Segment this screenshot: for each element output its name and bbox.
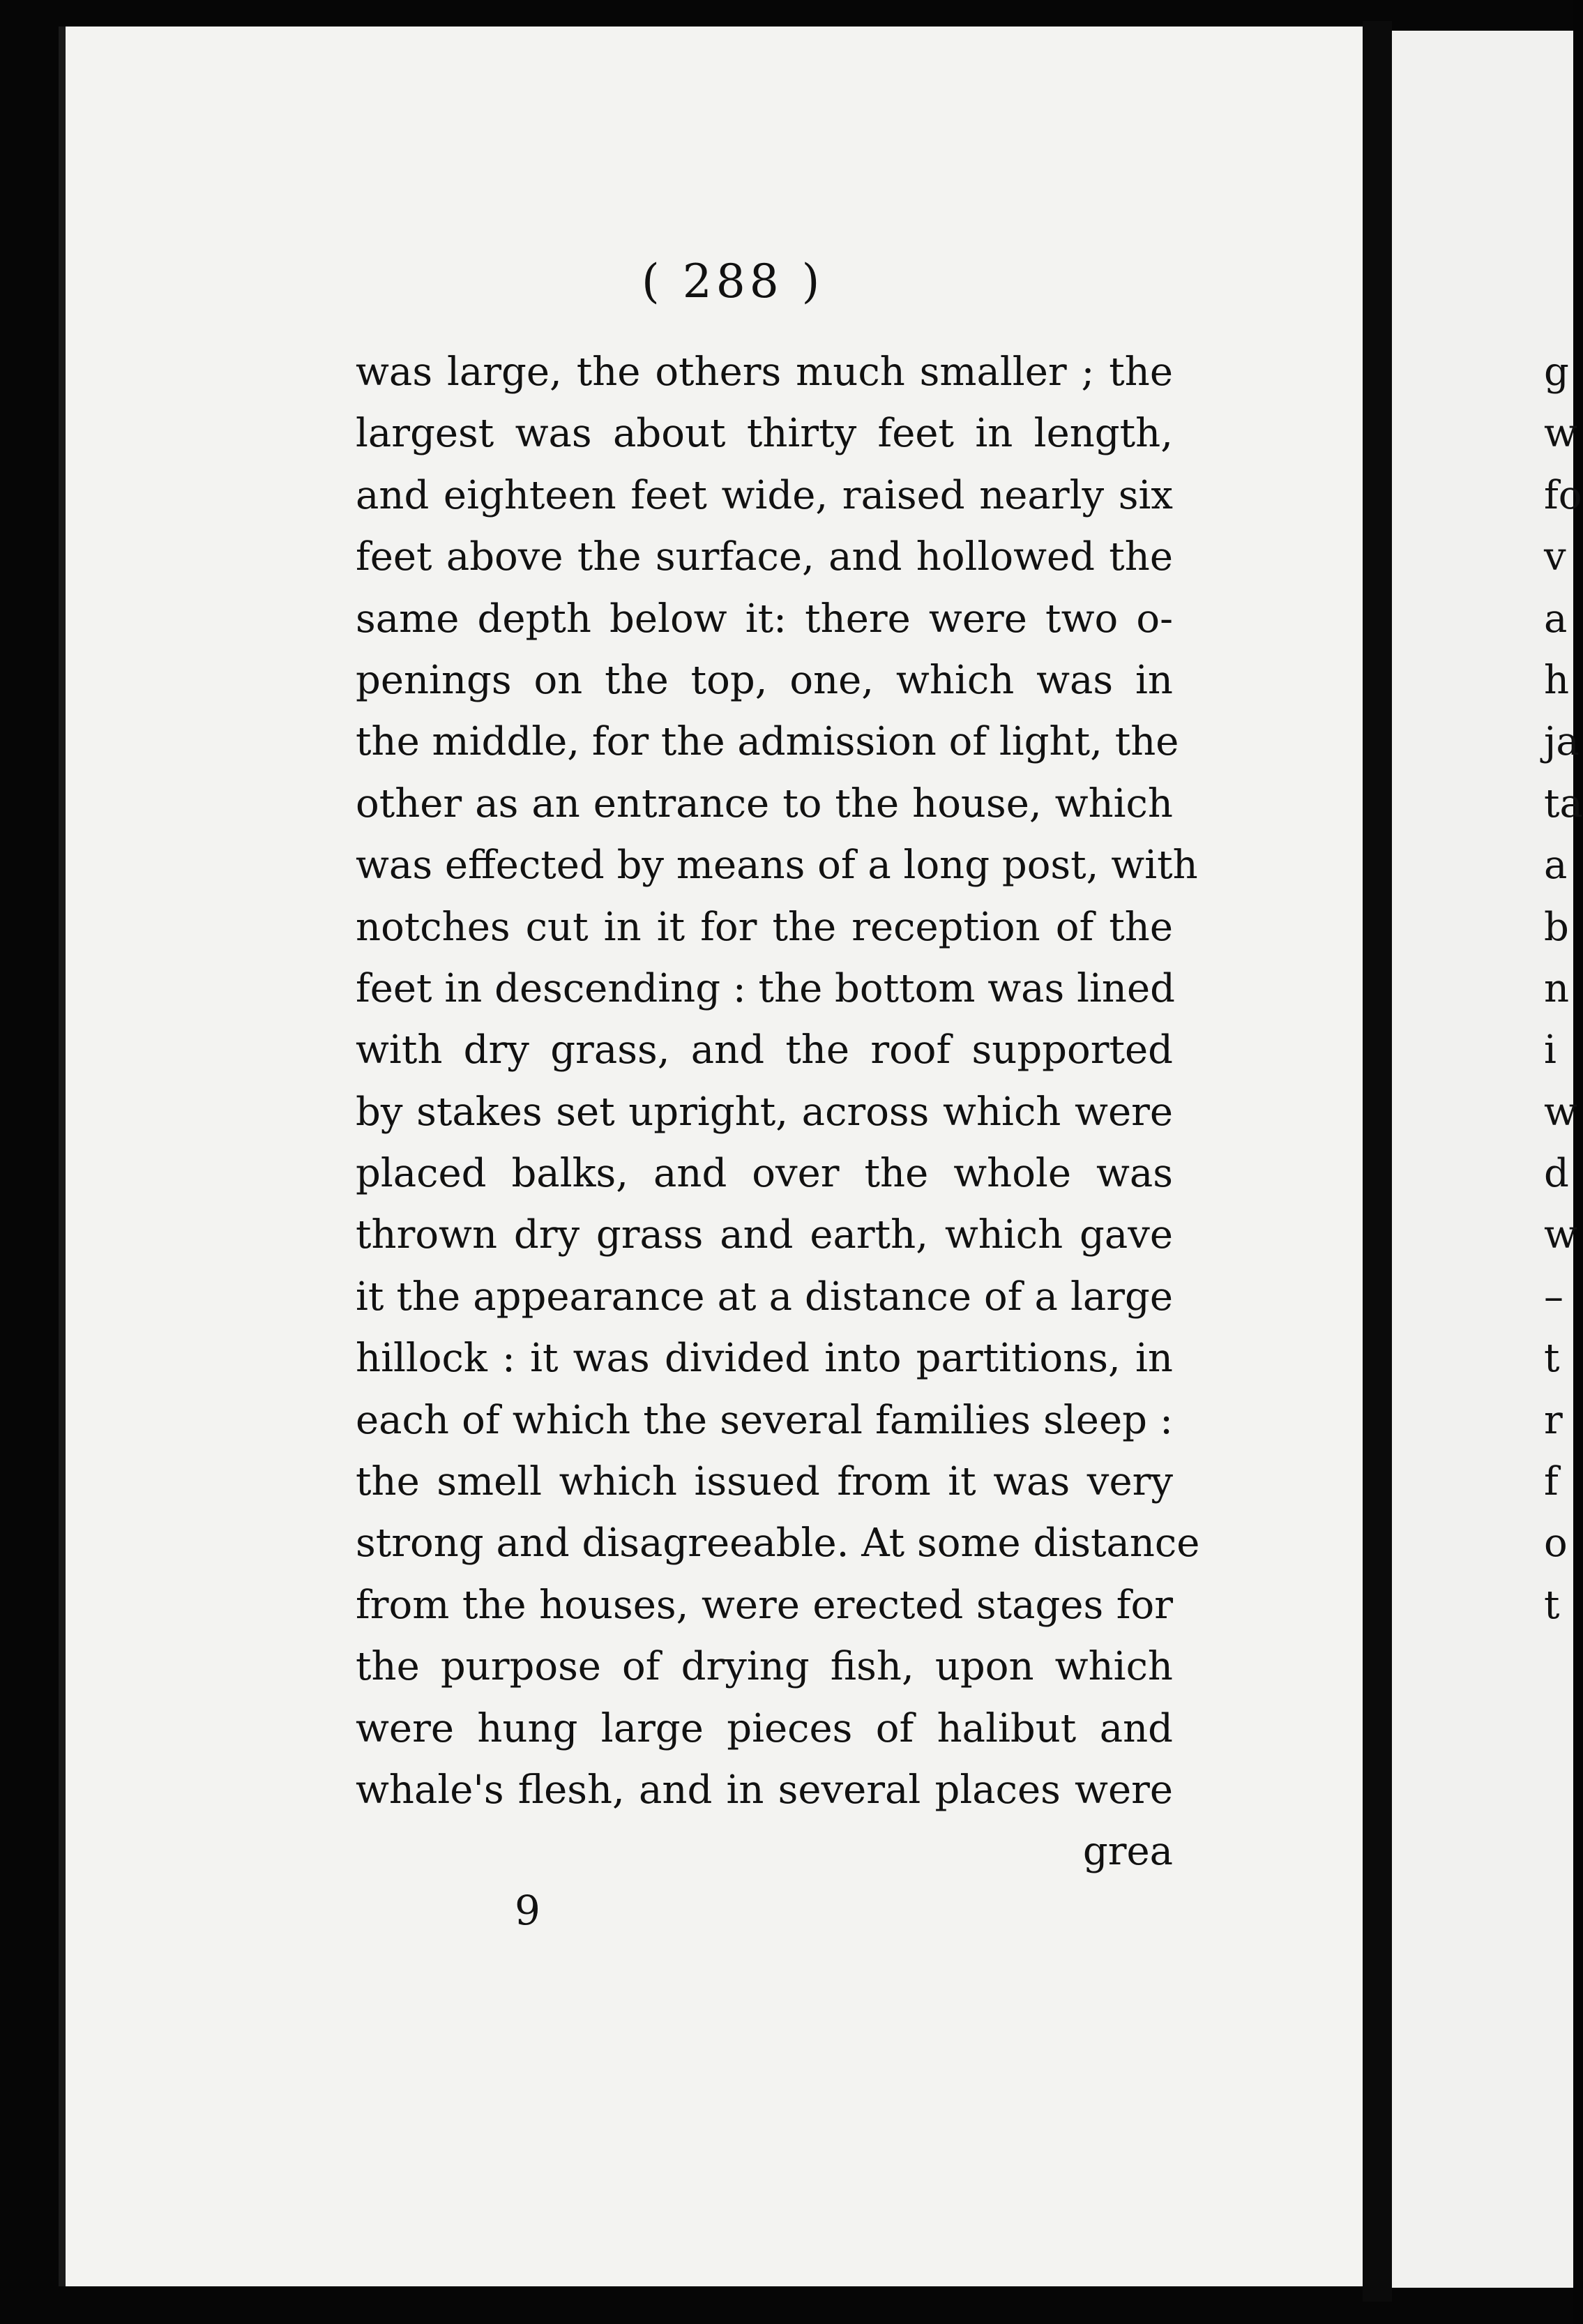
facing-page-fragment: o: [1544, 1521, 1568, 1567]
facing-page-fragment: ta: [1544, 780, 1583, 827]
facing-page-fragment: d: [1544, 1151, 1569, 1197]
text-line: were hung large pieces of halibut and: [356, 1705, 1173, 1751]
text-line: hillock : it was divided into partitions, in: [356, 1336, 1173, 1382]
facing-page-fragment: v: [1544, 534, 1566, 580]
facing-page-fragment: w: [1544, 411, 1577, 457]
page-number-header: ( 288 ): [642, 255, 824, 308]
facing-page-fragment: t: [1544, 1336, 1560, 1382]
text-line: and eighteen feet wide, raised nearly six: [356, 472, 1173, 518]
text-line: was effected by means of a long post, with: [356, 843, 1198, 889]
text-line: was large, the others much smaller ; the: [356, 349, 1173, 395]
facing-page-fragment: a: [1544, 596, 1568, 642]
facing-page-fragment: b: [1544, 904, 1569, 950]
facing-page-fragment: a: [1544, 843, 1568, 889]
text-line: placed balks, and over the whole was: [356, 1151, 1173, 1197]
text-line: thrown dry grass and earth, which gave: [356, 1212, 1173, 1258]
facing-page-fragment: w: [1544, 1089, 1577, 1135]
text-line: strong and disagreeable. At some distance: [356, 1521, 1200, 1567]
facing-page-text: [1544, 342, 1583, 1636]
text-line: penings on the top, one, which was in: [356, 657, 1173, 703]
text-line: the smell which issued from it was very: [356, 1459, 1173, 1505]
text-line: other as an entrance to the house, which: [356, 780, 1173, 827]
facing-page-fragment: –: [1544, 1274, 1563, 1320]
text-line: notches cut in it for the reception of the: [356, 904, 1173, 950]
text-line: largest was about thirty feet in length,: [356, 411, 1173, 457]
facing-page-fragment: ja: [1544, 719, 1580, 765]
facing-page-fragment: g: [1544, 349, 1569, 395]
text-line: the middle, for the admission of light, the: [356, 719, 1179, 765]
facing-page-fragment: i: [1544, 1027, 1557, 1073]
text-line: from the houses, were erected stages for: [356, 1582, 1173, 1628]
book-gutter: [1363, 21, 1392, 2302]
text-line: feet in descending : the bottom was lined: [356, 965, 1175, 1011]
text-line: whale's flesh, and in several places were: [356, 1767, 1173, 1813]
facing-page-fragment: w: [1544, 1212, 1577, 1258]
text-line: each of which the several families sleep :: [356, 1397, 1173, 1443]
text-line: by stakes set upright, across which were: [356, 1089, 1173, 1135]
facing-page-fragment: t: [1544, 1582, 1560, 1628]
text-line: with dry grass, and the roof supported: [356, 1027, 1173, 1073]
facing-page-fragment: h: [1544, 657, 1570, 703]
facing-page-fragment: f: [1544, 1459, 1559, 1505]
signature-mark: 9: [515, 1887, 540, 1934]
catchword: grea: [1082, 1829, 1173, 1875]
text-line: feet above the surface, and hollowed the: [356, 534, 1173, 580]
text-line: it the appearance at a distance of a large: [356, 1274, 1173, 1320]
text-line: same depth below it: there were two o-: [356, 596, 1173, 642]
body-text: [356, 342, 1200, 1883]
facing-page-fragment: r: [1544, 1397, 1563, 1443]
facing-page-fragment: fo: [1544, 472, 1582, 518]
text-line: the purpose of drying fish, upon which: [356, 1644, 1173, 1690]
facing-page-fragment: n: [1544, 965, 1570, 1011]
